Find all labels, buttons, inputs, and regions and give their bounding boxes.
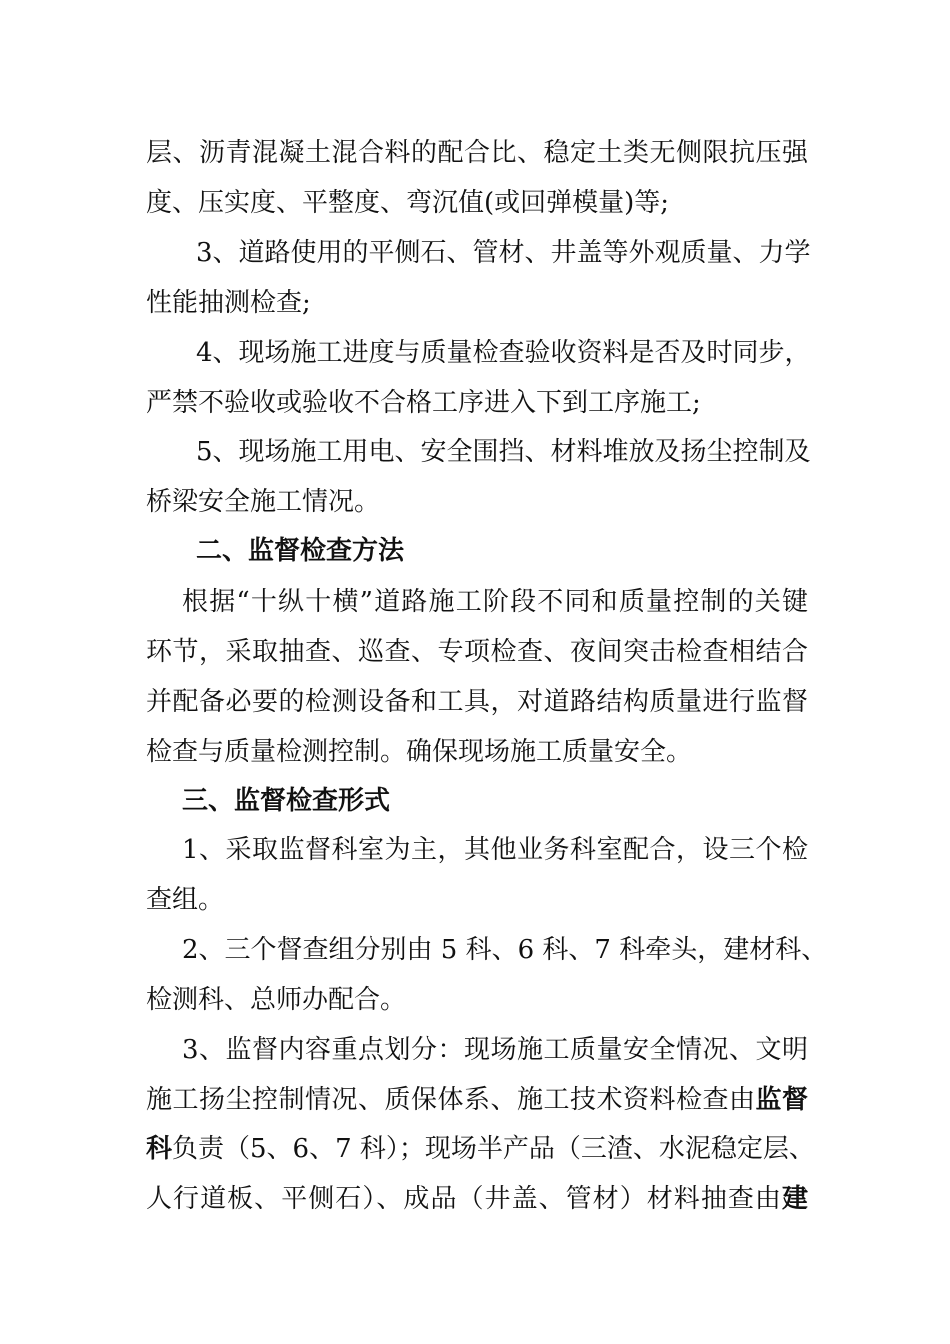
section-heading-3: 三、监督检查形式 bbox=[182, 786, 391, 816]
section-heading-2: 二、监督检查方法 bbox=[196, 536, 405, 566]
list-item-2-line-2: 检测科、总师办配合。 bbox=[146, 985, 407, 1015]
list-item-5-line-2: 桥梁安全施工情况。 bbox=[146, 487, 381, 517]
list-item-5-line-1: 5、现场施工用电、安全围挡、材料堆放及扬尘控制及 bbox=[196, 437, 811, 467]
list-item-4-line-1: 4、现场施工进度与质量检查验收资料是否及时同步， bbox=[196, 338, 811, 368]
text-line: 度、压实度、平整度、弯沉值(或回弹模量)等; bbox=[146, 188, 670, 218]
list-item-3b-line-2 bbox=[146, 1080, 808, 1120]
bold-text: 监督 bbox=[755, 1085, 808, 1115]
paragraph-line: 环节，采取抽查、巡查、专项检查、夜间突击检查相结合 bbox=[146, 637, 808, 667]
list-item-1-line-1: 1、采取监督科室为主，其他业务科室配合，设三个检 bbox=[182, 835, 808, 865]
list-item-3-line-1: 3、道路使用的平侧石、管材、井盖等外观质量、力学 bbox=[196, 238, 811, 268]
bold-text: 科 bbox=[146, 1134, 173, 1164]
text-span: 负责（5、6、7 科）；现场半产品（三渣、水泥稳定层、 bbox=[172, 1134, 815, 1164]
list-item-1-line-2: 查组。 bbox=[146, 885, 225, 915]
paragraph-line: 检查与质量检测控制。确保现场施工质量安全。 bbox=[146, 737, 693, 767]
list-item-4-line-2: 严禁不验收或验收不合格工序进入下到工序施工; bbox=[146, 388, 701, 418]
list-item-3-line-2: 性能抽测检查; bbox=[146, 288, 311, 318]
list-item-3b-line-1: 3、监督内容重点划分：现场施工质量安全情况、文明 bbox=[182, 1035, 808, 1065]
text-line: 层、沥青混凝土混合料的配合比、稳定土类无侧限抗压强 bbox=[146, 138, 808, 168]
paragraph-line: 并配备必要的检测设备和工具，对道路结构质量进行监督 bbox=[146, 687, 808, 717]
list-item-3b-line-3 bbox=[146, 1129, 815, 1169]
list-item-3b-line-4 bbox=[146, 1179, 808, 1219]
list-item-2-line-1: 2、三个督查组分别由 5 科、6 科、7 科牵头，建材科、 bbox=[182, 935, 828, 965]
paragraph-line: 根据“十纵十横”道路施工阶段不同和质量控制的关键 bbox=[182, 587, 808, 617]
text-span: 施工扬尘控制情况、质保体系、施工技术资料检查由 bbox=[146, 1085, 756, 1115]
text-span: 人行道板、平侧石）、成品（井盖、管材）材料抽查由 bbox=[146, 1184, 782, 1214]
bold-text: 建 bbox=[781, 1184, 808, 1214]
